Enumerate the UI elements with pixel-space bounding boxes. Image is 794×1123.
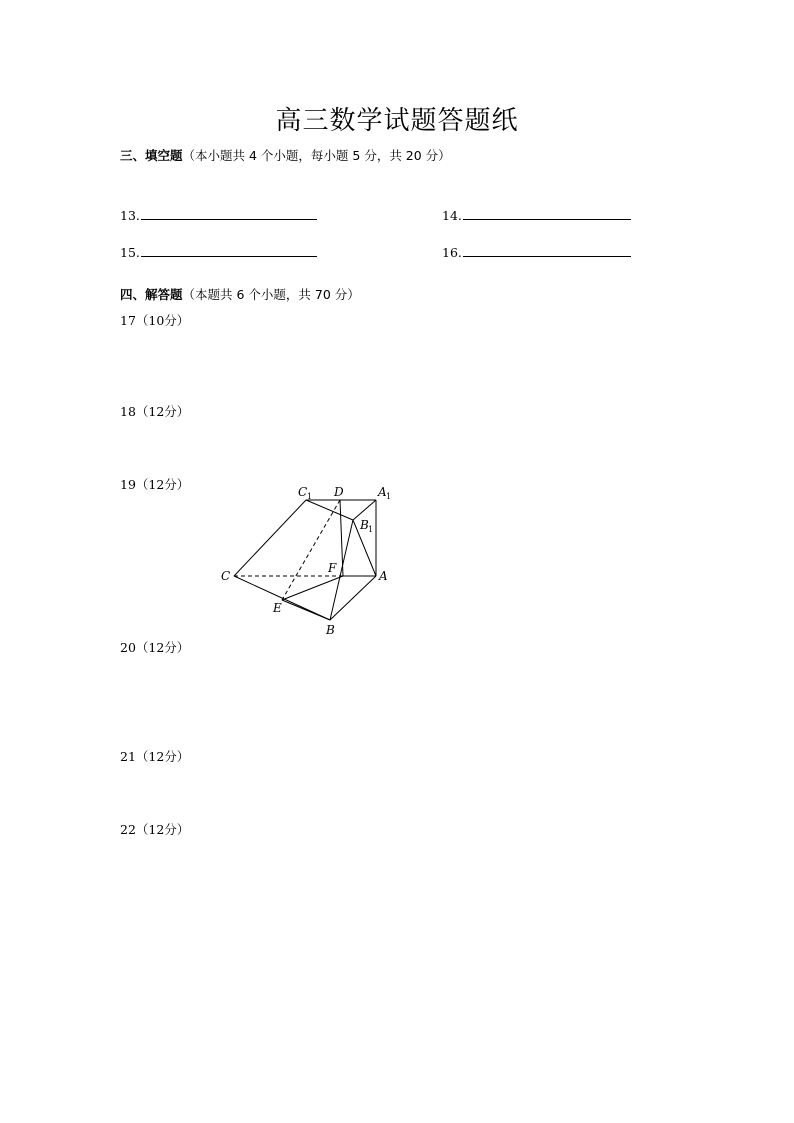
section-3-title: 三、填空题: [120, 148, 183, 163]
edge-c-b: [234, 576, 330, 620]
page-title: 高三数学试题答题纸: [275, 106, 519, 136]
edge-e-f: [282, 576, 343, 600]
label-a: A: [379, 569, 388, 583]
edge-e-b: [282, 600, 330, 620]
label-a1: A: [378, 485, 387, 499]
label-c: C: [221, 569, 231, 583]
label-c1-sub: 1: [307, 492, 313, 501]
blank-number: 15.: [120, 245, 140, 260]
edge-d-f: [340, 500, 343, 576]
label-c1: C: [298, 485, 308, 499]
question-22: 22（12分）: [120, 822, 190, 837]
blank-number: 14.: [442, 208, 462, 223]
section-3-note: （本小题共 4 个小题，每小题 5 分，共 20 分）: [182, 148, 451, 163]
edge-c1-b1: [306, 500, 353, 520]
edge-b-a: [330, 576, 376, 620]
section-4-title: 四、解答题: [120, 287, 183, 302]
blank-number: 16.: [442, 245, 462, 260]
dashed-d-e: [282, 500, 340, 600]
section-4-note: （本题共 6 个小题，共 70 分）: [182, 287, 360, 302]
edge-b1-a1: [353, 500, 376, 520]
question-20: 20（12分）: [120, 640, 190, 655]
label-b1: B: [360, 518, 369, 532]
question-18: 18（12分）: [120, 404, 190, 419]
label-b: B: [326, 623, 335, 637]
question-17: 17（10分）: [120, 313, 190, 328]
label-f: F: [328, 561, 337, 575]
label-a1-sub: 1: [386, 492, 392, 501]
question-19: 19（12分）: [120, 477, 190, 492]
edge-c1-c: [234, 500, 306, 576]
label-b1-sub: 1: [368, 525, 374, 534]
label-e: E: [273, 601, 282, 615]
question-21: 21（12分）: [120, 749, 190, 764]
blank-number: 13.: [120, 208, 140, 223]
label-d: D: [334, 485, 344, 499]
